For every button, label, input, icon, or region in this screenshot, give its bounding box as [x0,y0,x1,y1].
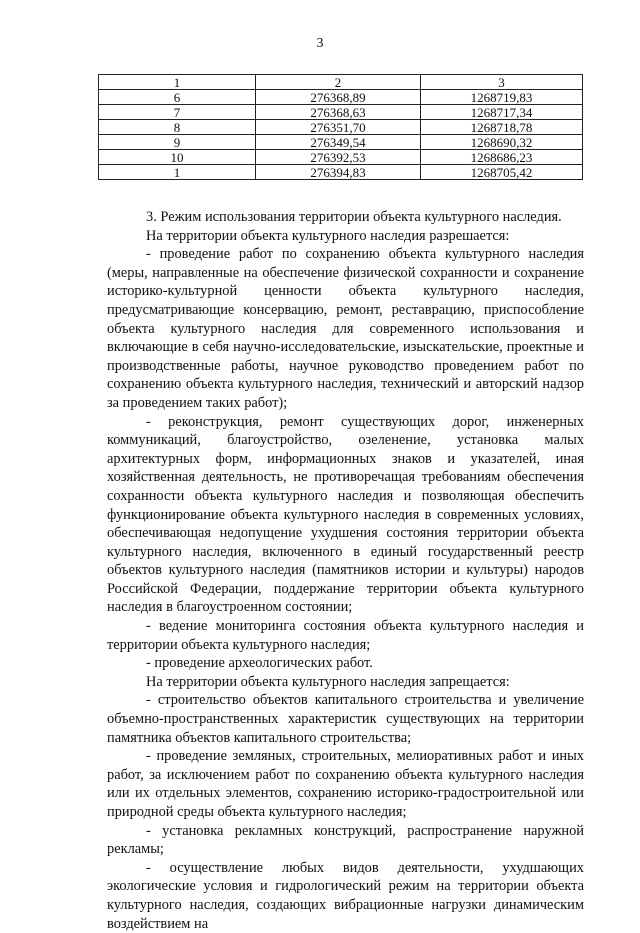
table-cell: 1268686,23 [421,150,583,165]
table-cell: 6 [99,90,256,105]
coordinates-table [98,74,583,180]
table-cell: 1 [99,165,256,180]
table-row [99,90,583,105]
table-header-cell: 1 [99,75,256,90]
table-cell: 8 [99,120,256,135]
table-cell: 1268718,78 [421,120,583,135]
table-cell: 10 [99,150,256,165]
table-cell: 7 [99,105,256,120]
document-body [107,208,584,933]
list-item: - проведение работ по сохранению объекта культурного наследия (меры, направленные на обеспечение физической сохранности и сохранение историко-культурной ценности объекта культурного наследия, предусматривающие консервацию, ремонт, реставрацию, приспособление объекта культурного наследия для современного использования и включающие в себя научно-исследовательские, изыскательские, проектные и производственные работы, научное руководство проведением работ по сохранению объекта культурного наследия, технический и авторский надзор за проведением таких работ); [107,246,584,411]
table-header-cell: 3 [421,75,583,90]
list-item: - проведение археологических работ. [146,655,373,672]
list-item: - реконструкция, ремонт существующих дорог, инженерных коммуникаций, благоустройство, озеленение, установка малых архитектурных форм, информационных знаков и указателей, иная хозяйственная деятельность, не противоречащая требованиям обеспечения сохранности объекта культурного наследия и позволяющая обеспечить функционирование объекта культурного наследия в современных условиях, обеспечивающая недопущение ухудшения состояния территории объекта культурного наследия, включенного в единый государственный реестр объектов культурного наследия (памятников истории и культуры) народов Российской Федерации, поддержание территории объекта культурного наследия в благоустроенном состоянии; [107,413,584,616]
table-cell: 276394,83 [256,165,421,180]
list-item: - ведение мониторинга состояния объекта культурного наследия и территории объекта культурного наследия; [107,618,584,653]
table-cell: 1268717,34 [421,105,583,120]
table-row [99,135,583,150]
table-cell: 276392,53 [256,150,421,165]
table-cell: 9 [99,135,256,150]
table-cell: 1268719,83 [421,90,583,105]
table-cell: 1268690,32 [421,135,583,150]
paragraph: На территории объекта культурного наследия запрещается: [146,673,510,690]
table-header-row [99,75,583,90]
table-row [99,150,583,165]
table-cell: 1268705,42 [421,165,583,180]
table-cell: 276351,70 [256,120,421,135]
page-number: 3 [316,36,324,51]
list-item: - осуществление любых видов деятельности, ухудшающих экологические условия и гидрологический режим на территории объекта культурного наследия, создающих вибрационные нагрузки динамическим воздействием на [107,859,584,932]
section-heading: 3. Режим использования территории объекта культурного наследия. [146,209,562,225]
table-cell: 276368,63 [256,105,421,120]
table-cell: 276368,89 [256,90,421,105]
list-item: - проведение земляных, строительных, мелиоративных работ и иных работ, за исключением работ по сохранению объекта культурного наследия или их отдельных элементов, сохранению историко-градостроительной или природной среды объекта культурного наследия; [107,748,584,820]
table-cell: 276349,54 [256,135,421,150]
table-row [99,105,583,120]
paragraph: На территории объекта культурного наследия разрешается: [146,227,510,244]
table-header-cell: 2 [256,75,421,90]
list-item: - установка рекламных конструкций, распространение наружной рекламы; [107,822,584,858]
list-item: - строительство объектов капитального строительства и увеличение объемно-пространственных характеристик существующих на территории памятника объектов капитального строительства; [107,692,584,746]
table-row [99,120,583,135]
table-row [99,165,583,180]
